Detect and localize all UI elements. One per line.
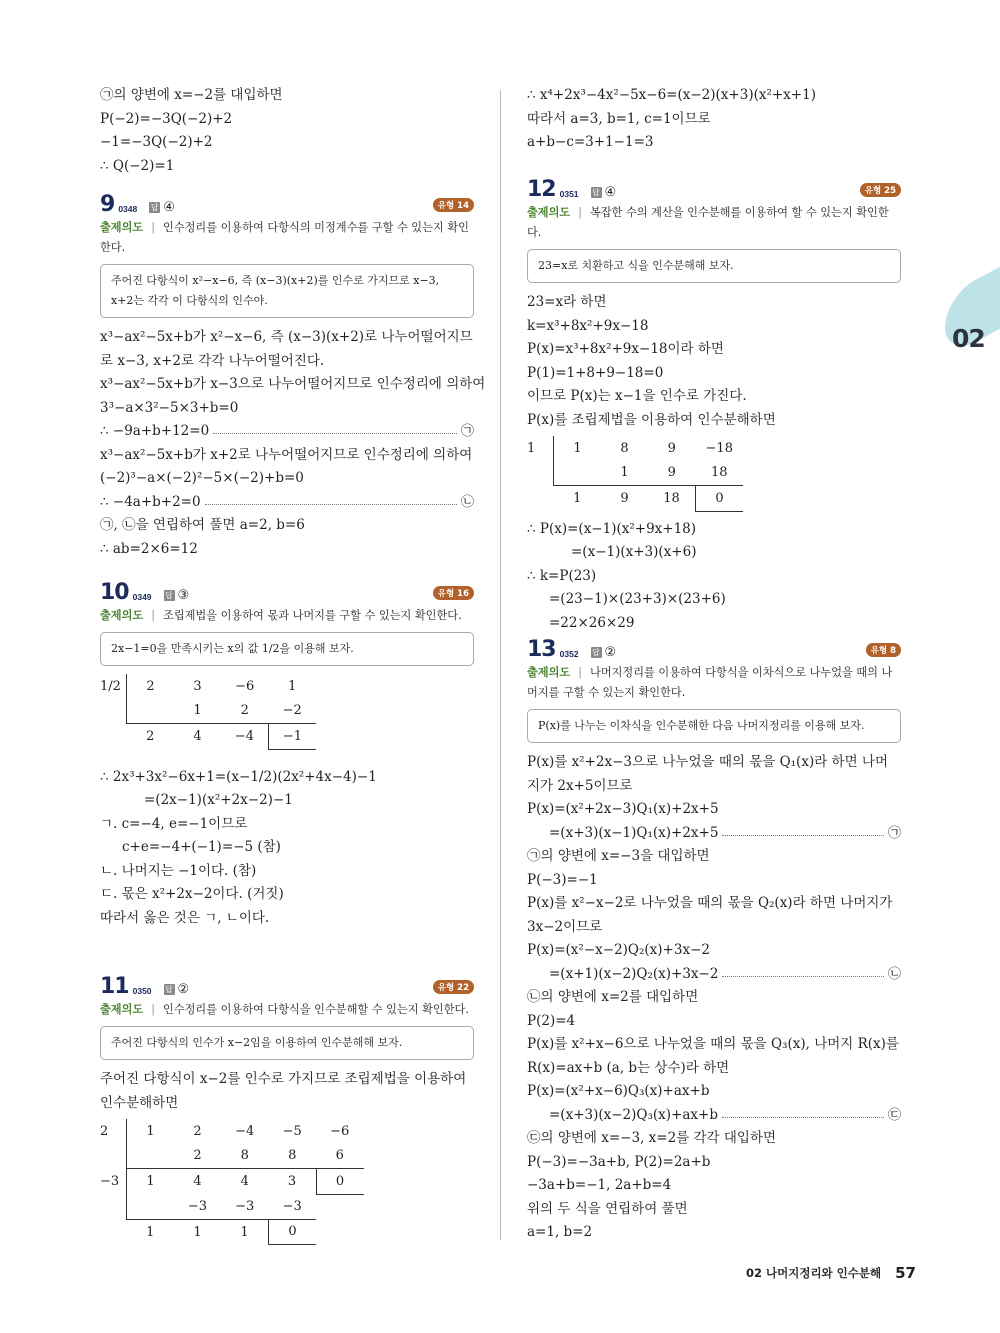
synth-row [100, 1169, 364, 1195]
synth-row [100, 724, 316, 750]
solution-line [100, 373, 486, 397]
type-badge: 유형 25 [860, 183, 901, 197]
solution-line [527, 1151, 901, 1175]
synth-divisor [100, 1194, 127, 1219]
line-text: =(2x−1)(x²+2x−2)−1 [144, 792, 293, 808]
synth-divisor [100, 1144, 127, 1169]
synth-cell: −4 [234, 729, 255, 744]
synthetic-division-table [100, 674, 316, 750]
synth-cell: −2 [269, 699, 317, 724]
solution-line [100, 444, 474, 468]
line-text: 주어진 다항식이 x−2를 인수로 가지므로 조립제법을 이용하여 인수분해하면 [100, 1071, 467, 1111]
line-text: =(x+3)(x−1)Q₁(x)+2x+5 [549, 824, 719, 841]
synth-cell: 1 [127, 1169, 175, 1195]
intent-text: 복잡한 수의 계산을 인수분해를 이용하여 할 수 있는지 확인한다. [527, 206, 889, 239]
left-intro [100, 84, 474, 178]
problem-13 [527, 635, 901, 1245]
synth-cell: 18 [696, 461, 744, 486]
solution-line [527, 1033, 901, 1080]
synth-cell: 18 [663, 491, 680, 506]
synth-row [527, 436, 743, 461]
solution-line [527, 1198, 901, 1222]
answer-value: ④ [163, 200, 175, 215]
line-text: ㉡의 양변에 x=2를 대입하면 [527, 989, 699, 1005]
solution-line [527, 1010, 901, 1034]
synth-cell: −4 [235, 1123, 255, 1139]
problem-header [100, 578, 474, 604]
line-text: =(x−1)(x+3)(x+6) [571, 544, 697, 560]
synth-cell: 4 [193, 729, 202, 744]
dotted-leader [205, 504, 457, 505]
solution-lines [527, 84, 901, 155]
intent-label: 출제의도 [100, 1003, 144, 1016]
synth-row [527, 486, 743, 512]
intent-label: 출제의도 [100, 221, 144, 234]
problem-header [527, 635, 901, 661]
solution-line [527, 518, 901, 542]
line-text: P(1)=1+8+9−18=0 [527, 364, 664, 381]
dotted-leader [722, 976, 884, 977]
line-text: ∴ x⁴+2x³−4x²−5x−6=(x−2)(x+3)(x²+x+1) [527, 87, 816, 103]
synth-cell: 3 [287, 1174, 297, 1189]
synth-cell: 3 [193, 678, 202, 694]
synth-cell: 1 [288, 678, 297, 694]
line-text: x³−ax²−5x+b가 x²−x−6, 즉 (x−3)(x+2)로 나누어떨어지므로 x−3, x+2로 각각 나누어떨어진다. [100, 329, 473, 369]
intent-text: 인수정리를 이용하여 다항식을 인수분해할 수 있는지 확인한다. [163, 1003, 469, 1016]
solution-lines [100, 84, 474, 178]
answer-value: ④ [604, 185, 617, 200]
solution-line [100, 491, 474, 515]
line-text: ∴ −9a+b+12=0 [100, 423, 210, 439]
equation-marker: ㉡ [460, 494, 474, 510]
line-text: 23=x라 하면 [527, 294, 607, 310]
synth-divisor [100, 1219, 127, 1245]
solution-lines [527, 291, 901, 432]
synth-cell: 2 [221, 699, 269, 724]
synth-cell: 2 [146, 729, 155, 744]
answer-value: ② [177, 982, 190, 997]
synth-divisor: −3 [100, 1173, 120, 1189]
solution-line [100, 883, 474, 907]
solution-line [527, 612, 901, 636]
synth-cell: 1 [193, 1224, 202, 1240]
synth-cell: 1 [601, 461, 648, 486]
solution-line [100, 766, 474, 790]
hint-box: 주어진 다항식의 인수가 x−2임을 이용하여 인수분해해 보자. [100, 1026, 474, 1060]
problem-11 [100, 972, 474, 1251]
synth-divisor [100, 724, 127, 750]
intent-text: 조립제법을 이용하여 몫과 나머지를 구할 수 있는지 확인한다. [163, 609, 462, 622]
line-text: P(x)를 조립제법을 이용하여 인수분해하면 [527, 411, 776, 428]
solution-line [527, 362, 901, 386]
solution-line [527, 131, 901, 155]
solution-lines [527, 518, 901, 636]
answer-icon: 답 [165, 985, 173, 994]
synth-divisor: 1 [527, 440, 536, 456]
intent [527, 203, 901, 243]
solution-line [527, 963, 901, 987]
intent-separator: | [151, 221, 156, 234]
solution-line [527, 1104, 901, 1128]
synth-row [100, 1194, 364, 1219]
intent-separator: | [578, 206, 583, 219]
solution-line [527, 338, 901, 362]
line-text: =(x+3)(x−2)Q₃(x)+ax+b [549, 1106, 718, 1123]
line-text: P(x)를 x²+2x−3으로 나누었을 때의 몫을 Q₁(x)라 하면 나머지가 2x+5이므로 [527, 754, 888, 794]
dotted-leader [213, 433, 457, 434]
answer-icon: 답 [592, 648, 600, 657]
solution-lines [100, 326, 486, 561]
solution-line [100, 813, 474, 837]
equation-marker: ㉡ [887, 966, 901, 982]
synth-cell: 9 [648, 461, 696, 486]
synth-cell: 4 [193, 1174, 202, 1189]
synth-divisor: 1/2 [100, 678, 121, 694]
intent [100, 218, 474, 258]
solution-line [527, 541, 901, 565]
hint-box: 23=x로 치환하고 식을 인수분해해 보자. [527, 249, 901, 283]
solution-line [527, 751, 901, 798]
intent-label: 출제의도 [527, 666, 571, 679]
synth-row [527, 461, 743, 486]
type-badge: 유형 16 [433, 586, 474, 600]
line-text: 따라서 a=3, b=1, c=1이므로 [527, 110, 711, 127]
problem-code: 0350 [132, 986, 152, 996]
solution-line [100, 420, 474, 444]
synth-cell: 8 [620, 440, 629, 456]
solution-line [527, 315, 901, 339]
problem-number: 9 [100, 192, 115, 217]
synthetic-division-table [527, 436, 743, 512]
synth-cell: −6 [330, 1123, 350, 1139]
synth-cell [127, 1194, 175, 1219]
line-text: c+e=−4+(−1)=−5 (참) [122, 839, 281, 855]
solution-line [100, 108, 474, 132]
solution-line [527, 869, 901, 893]
synth-row [100, 674, 316, 699]
line-text: −3a+b=−1, 2a+b=4 [527, 1177, 672, 1193]
synth-cell: −6 [235, 678, 255, 694]
solution-line [100, 860, 474, 884]
answer-icon: 답 [592, 188, 600, 197]
solution-line [100, 397, 474, 421]
solution-line [527, 892, 901, 939]
solution-line [527, 1127, 901, 1151]
hint-box: 주어진 다항식이 x²−x−6, 즉 (x−3)(x+2)를 인수로 가지므로 x−3, x+2는 각각 이 다항식의 인수야. [100, 264, 474, 318]
synth-row [100, 699, 316, 724]
synth-divisor: 2 [100, 1123, 109, 1139]
synth-cell: 8 [221, 1144, 269, 1169]
dotted-leader [722, 1117, 884, 1118]
hint-box: 2x−1=0을 만족시키는 x의 값 1/2을 이용해 보자. [100, 632, 474, 666]
column-divider [500, 90, 501, 1240]
synth-cell [554, 461, 602, 486]
problem-header [100, 972, 474, 998]
answer-value: ② [604, 645, 617, 660]
footer-chapter: 02 나머지정리와 인수분해 [746, 1266, 882, 1280]
solution-line [527, 291, 901, 315]
line-text: ∴ −4a+b+2=0 [100, 493, 201, 510]
problem-number: 12 [527, 177, 556, 202]
line-text: =(23−1)×(23+3)×(23+6) [549, 591, 726, 607]
line-text: ∴ Q(−2)=1 [100, 157, 175, 174]
synth-cell: 1 [554, 436, 602, 461]
synth-row [100, 1219, 364, 1245]
synth-cell: 1 [146, 1224, 155, 1240]
line-text: k=x³+8x²+9x−18 [527, 317, 649, 334]
solution-line [527, 565, 901, 589]
line-text: −1=−3Q(−2)+2 [100, 134, 213, 150]
line-text: 이므로 P(x)는 x−1을 인수로 가진다. [527, 388, 747, 404]
synth-cell: −3 [221, 1194, 269, 1219]
dotted-leader [722, 835, 884, 836]
intent-separator: | [151, 609, 156, 622]
synth-cell: −18 [705, 440, 733, 456]
line-text: ㉠의 양변에 x=−2를 대입하면 [100, 87, 283, 103]
problem-code: 0352 [559, 649, 579, 659]
synth-divisor [527, 486, 554, 512]
answer-value: ③ [177, 588, 190, 603]
synth-row [100, 1119, 364, 1144]
line-text: P(x)=(x²+x−6)Q₃(x)+ax+b [527, 1083, 710, 1099]
line-text: P(−3)=−1 [527, 871, 598, 888]
line-text: ㉠, ㉡을 연립하여 풀면 a=2, b=6 [100, 517, 305, 533]
solution-line [100, 467, 474, 491]
line-text: ㉢의 양변에 x=−3, x=2를 각각 대입하면 [527, 1130, 777, 1146]
solution-line [527, 588, 901, 612]
page-number: 57 [895, 1264, 916, 1282]
synth-cell: 0 [696, 486, 744, 512]
line-text: ∴ P(x)=(x−1)(x²+9x+18) [527, 520, 697, 537]
synth-cell: 6 [316, 1144, 364, 1169]
line-text: ∴ k=P(23) [527, 567, 597, 584]
solution-line [100, 907, 474, 931]
right-intro [527, 84, 901, 155]
intent-text: 나머지정리를 이용하여 다항식을 이차식으로 나누었을 때의 나머지를 구할 수 있는지 확인한다. [527, 666, 893, 699]
synth-cell: 9 [667, 440, 676, 456]
equation-marker: ㉢ [887, 1107, 901, 1123]
line-text: ㉠의 양변에 x=−3을 대입하면 [527, 848, 710, 864]
line-text: 따라서 옳은 것은 ㄱ, ㄴ이다. [100, 909, 270, 926]
type-badge: 유형 8 [866, 643, 901, 657]
solution-line [527, 798, 901, 822]
line-text: 3³−a×3²−5×3+b=0 [100, 399, 239, 416]
line-text: x³−ax²−5x+b가 x+2로 나누어떨어지므로 인수정리에 의하여 [100, 446, 473, 463]
solution-line [100, 836, 474, 860]
solution-line [527, 385, 901, 409]
solution-line [527, 822, 901, 846]
solution-line [100, 326, 474, 373]
line-text: a=1, b=2 [527, 1224, 593, 1240]
solution-line [527, 84, 901, 108]
page-footer [746, 1264, 916, 1282]
line-text: P(x)=x³+8x²+9x−18이라 하면 [527, 341, 724, 357]
intent-label: 출제의도 [527, 206, 571, 219]
synth-divisor [527, 461, 554, 486]
synth-cell: 2 [174, 1144, 221, 1169]
synth-cell: 0 [269, 1219, 317, 1245]
synthetic-division-table [100, 1119, 364, 1245]
line-text: P(x)=(x²+2x−3)Q₁(x)+2x+5 [527, 801, 719, 817]
solution-lines [527, 751, 901, 1245]
problem-number: 10 [100, 580, 129, 605]
synth-cell: −1 [269, 724, 317, 750]
synth-cell: 4 [240, 1174, 249, 1189]
problem-code: 0349 [132, 592, 152, 602]
solution-lines [100, 766, 474, 931]
synth-cell: 9 [620, 491, 629, 506]
synth-cell: 1 [573, 491, 582, 506]
intent-text: 인수정리를 이용하여 다항식의 미정계수를 구할 수 있는지 확인한다. [100, 221, 469, 254]
solution-line [527, 986, 901, 1010]
line-text: ㄱ. c=−4, e=−1이므로 [100, 815, 248, 832]
type-badge: 유형 22 [433, 980, 474, 994]
line-text: ∴ 2x³+3x²−6x+1=(x−1/2)(2x²+4x−4)−1 [100, 768, 377, 785]
synth-cell: −3 [174, 1194, 221, 1219]
solution-line [100, 789, 474, 813]
problem-code: 0351 [559, 189, 579, 199]
line-text: P(x)=(x²−x−2)Q₂(x)+3x−2 [527, 942, 710, 958]
synth-cell [127, 699, 175, 724]
intent [100, 1000, 474, 1020]
solution-line [527, 1174, 901, 1198]
line-text: ㄷ. 몫은 x²+2x−2이다. (거짓) [100, 886, 284, 902]
type-badge: 유형 14 [433, 198, 474, 212]
line-text: P(2)=4 [527, 1012, 576, 1029]
solution-line [100, 155, 474, 179]
problem-header [100, 190, 474, 216]
line-text: a+b−c=3+1−1=3 [527, 134, 654, 150]
problem-12 [527, 175, 901, 635]
line-text: ㄴ. 나머지는 −1이다. (참) [100, 862, 257, 879]
solution-line [527, 1221, 901, 1245]
intent-label: 출제의도 [100, 609, 144, 622]
line-text: 위의 두 식을 연립하여 풀면 [527, 1200, 688, 1217]
intent-separator: | [151, 1003, 156, 1016]
line-text: =22×26×29 [549, 614, 635, 631]
solution-line [527, 108, 901, 132]
intent-separator: | [578, 666, 583, 679]
solution-line [100, 514, 474, 538]
solution-line [527, 845, 901, 869]
solution-line [100, 84, 474, 108]
synth-cell: 1 [127, 1119, 175, 1144]
problem-header [527, 175, 901, 201]
line-text: P(x)를 x²−x−2로 나누었을 때의 몫을 Q₂(x)라 하면 나머지가 3x−2이므로 [527, 895, 893, 935]
synth-cell: 2 [127, 674, 175, 699]
equation-marker: ㉠ [887, 825, 901, 841]
synth-cell [316, 1219, 364, 1245]
line-text: P(x)를 x²+x−6으로 나누었을 때의 몫을 Q₃(x), 나머지 R(x)를 R(x)=ax+b (a, b는 상수)라 하면 [527, 1036, 899, 1076]
synth-cell: 1 [240, 1224, 249, 1240]
chapter-tab-label: 02 [952, 324, 985, 353]
line-text: x³−ax²−5x+b가 x−3으로 나누어떨어지므로 인수정리에 의하여 [100, 376, 486, 392]
synth-divisor [100, 699, 127, 724]
synth-row [100, 1144, 364, 1169]
intent [527, 663, 901, 703]
synth-cell [127, 1144, 175, 1169]
problem-9 [100, 190, 486, 561]
line-text: =(x+1)(x−2)Q₂(x)+3x−2 [549, 965, 719, 982]
problem-number: 13 [527, 637, 556, 662]
solution-line [527, 409, 901, 433]
line-text: ∴ ab=2×6=12 [100, 540, 198, 557]
solution-line [100, 1068, 474, 1115]
synth-cell: −3 [269, 1194, 317, 1219]
synth-cell: 8 [269, 1144, 317, 1169]
synth-cell: 2 [193, 1123, 202, 1139]
synth-cell [316, 1194, 364, 1219]
equation-marker: ㉠ [460, 424, 474, 439]
problem-number: 11 [100, 974, 129, 999]
solution-lines [100, 1068, 474, 1115]
solution-line [100, 131, 474, 155]
line-text: P(−2)=−3Q(−2)+2 [100, 110, 233, 127]
solution-line [527, 939, 901, 963]
problem-code: 0348 [118, 204, 138, 214]
line-text: P(−3)=−3a+b, P(2)=2a+b [527, 1153, 711, 1170]
line-text: (−2)³−a×(−2)²−5×(−2)+b=0 [100, 470, 304, 486]
solution-line [527, 1080, 901, 1104]
synth-cell: 0 [316, 1169, 364, 1195]
hint-box: P(x)를 나누는 이차식을 인수분해한 다음 나머지정리를 이용해 보자. [527, 709, 901, 743]
solution-line [100, 538, 474, 562]
answer-icon: 답 [150, 203, 159, 212]
synth-cell: 1 [174, 699, 221, 724]
intent [100, 606, 474, 626]
problem-10 [100, 578, 474, 930]
answer-icon: 답 [165, 591, 173, 600]
synth-cell: −5 [282, 1123, 302, 1139]
